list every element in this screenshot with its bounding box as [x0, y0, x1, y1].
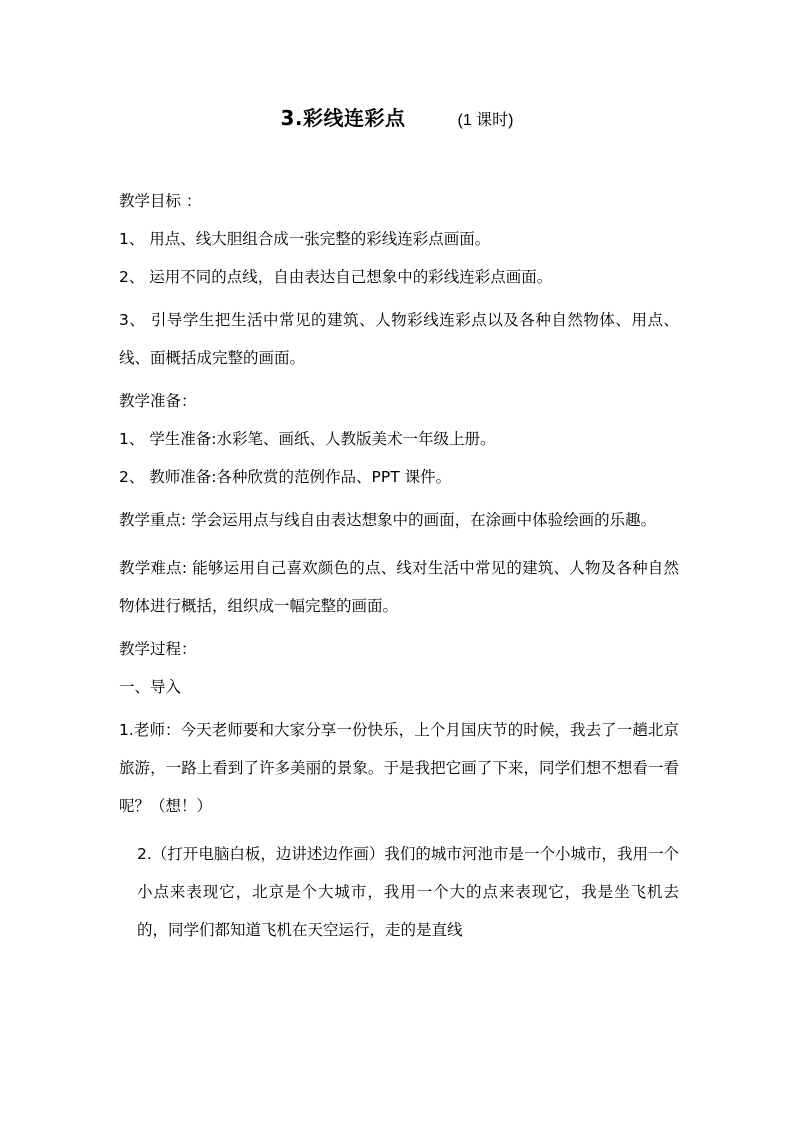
teaching-difficulty: 教学难点: 能够运用自己喜欢颜色的点、线对生活中常见的建筑、人物及各种自然物体进行概括，组织成一幅完整的画面。	[119, 559, 679, 615]
title-main: 3.彩线连彩点	[280, 106, 406, 130]
title-sub: (1 课时)	[457, 112, 514, 129]
process-step-intro: 一、导入	[119, 678, 182, 696]
section-heading-preparation: 教学准备：	[119, 392, 197, 410]
process-paragraph-1: 1.老师：今天老师要和大家分享一份快乐，上个月国庆节的时候，我去了一趟北京旅游，一路上看到了许多美丽的景象。于是我把它画了下来，同学们想不想看一看呢？（想！）	[119, 721, 679, 815]
teaching-focus: 教学重点: 学会运用点与线自由表达想象中的画面，在涂画中体验绘画的乐趣。	[119, 511, 657, 529]
objective-item-1: 1、 用点、线大胆组合成一张完整的彩线连彩点画面。	[119, 230, 491, 248]
document-title	[0, 104, 794, 135]
section-heading-objectives: 教学目标 ：	[119, 192, 202, 210]
preparation-item-1: 1、 学生准备:水彩笔、画纸、人教版美术一年级上册。	[119, 430, 496, 448]
document-body	[119, 187, 679, 949]
section-heading-process: 教学过程：	[119, 640, 197, 658]
preparation-item-2: 2、 教师准备:各种欣赏的范例作品、PPT 课件。	[119, 468, 452, 486]
process-paragraph-2: 2.（打开电脑白板，边讲述边作画）我们的城市河池市是一个小城市，我用一个小点来表现它，北京是个大城市，我用一个大的点来表现它，我是坐飞机去的，同学们都知道飞机在天空运行，走的是直线	[137, 845, 679, 939]
objective-item-3: 3、 引导学生把生活中常见的建筑、人物彩线连彩点以及各种自然物体、用点、线、面概括成完整的画面。	[119, 311, 679, 367]
objective-item-2: 2、 运用不同的点线，自由表达自己想象中的彩线连彩点画面。	[119, 268, 553, 286]
